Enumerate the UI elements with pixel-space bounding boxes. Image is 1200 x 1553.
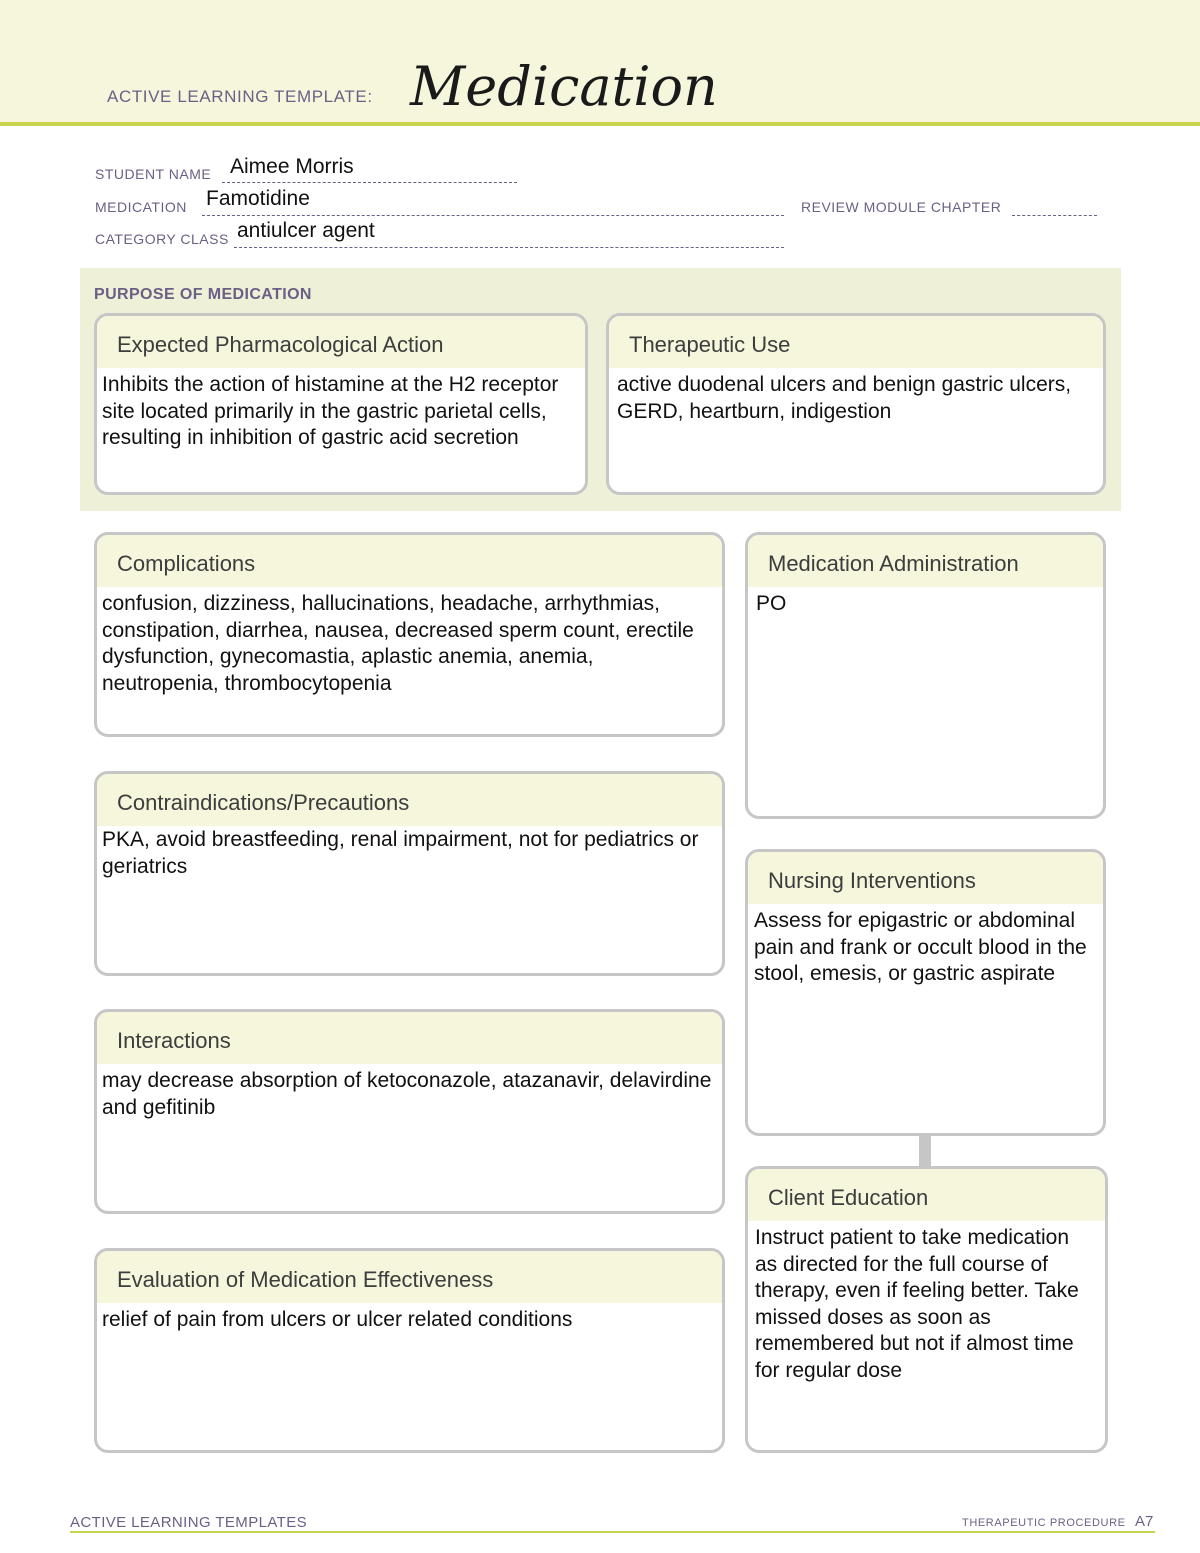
contraindications-card (94, 771, 725, 976)
review-module-line (1012, 215, 1097, 216)
category-class-label: CATEGORY CLASS (95, 231, 229, 247)
card-connector (919, 1136, 931, 1166)
therapeutic-use-text[interactable]: active duodenal ulcers and benign gastric ulcers, GERD, heartburn, indigestion (617, 373, 1072, 423)
expected-action-text[interactable]: Inhibits the action of histamine at the H2 receptor site located primarily in the gastric parietal cells, resulting in inhibition of gastric acid secretion (102, 373, 559, 449)
expected-action-card (94, 313, 588, 495)
contraindications-text[interactable]: PKA, avoid breastfeeding, renal impairment, not for pediatrics or geriatrics (102, 828, 699, 878)
administration-text[interactable]: PO (756, 592, 787, 615)
footer-right-label: THERAPEUTIC PROCEDURE (962, 1517, 1126, 1529)
category-class-line (234, 247, 784, 248)
administration-heading: Medication Administration (748, 535, 1103, 587)
footer-left-label: ACTIVE LEARNING TEMPLATES (70, 1514, 307, 1531)
medication-field[interactable]: Famotidine (206, 187, 310, 210)
complications-card (94, 532, 725, 737)
interactions-text[interactable]: may decrease absorption of ketoconazole, atazanavir, delavirdine and gefitinib (102, 1069, 712, 1119)
complications-text[interactable]: confusion, dizziness, hallucinations, headache, arrhythmias, constipation, diarrhea, nausea, decreased sperm count, erectile dysfunction, gynecomastia, aplastic anemia, anemia, neutropenia, thrombocytopenia (102, 592, 694, 695)
education-text[interactable]: Instruct patient to take medication as directed for the full course of therapy, even if feeling better. Take missed doses as soon as remembered but not if almost time for regular dose (755, 1226, 1079, 1382)
footer-rule (70, 1531, 1155, 1533)
education-heading: Client Education (748, 1169, 1105, 1221)
expected-action-heading: Expected Pharmacological Action (97, 316, 585, 368)
complications-heading: Complications (97, 535, 722, 587)
contraindications-heading: Contraindications/Precautions (97, 774, 722, 826)
therapeutic-use-card (606, 313, 1106, 495)
therapeutic-use-heading: Therapeutic Use (609, 316, 1103, 368)
purpose-title: PURPOSE OF MEDICATION (94, 286, 312, 303)
nursing-card (745, 849, 1106, 1136)
template-label: ACTIVE LEARNING TEMPLATE: (107, 87, 373, 106)
page-number: A7 (1135, 1513, 1154, 1530)
administration-card (745, 532, 1106, 819)
interactions-heading: Interactions (97, 1012, 722, 1064)
page-title: Medication (410, 55, 718, 118)
student-name-line (222, 182, 517, 183)
evaluation-text[interactable]: relief of pain from ulcers or ulcer related conditions (102, 1308, 573, 1331)
nursing-text[interactable]: Assess for epigastric or abdominal pain and frank or occult blood in the stool, emesis, or gastric aspirate (754, 909, 1087, 985)
student-name-field[interactable]: Aimee Morris (230, 155, 354, 178)
evaluation-card (94, 1248, 725, 1453)
review-module-label: REVIEW MODULE CHAPTER (801, 199, 1002, 215)
interactions-card (94, 1009, 725, 1214)
nursing-heading: Nursing Interventions (748, 852, 1103, 904)
header-rule (0, 122, 1200, 126)
medication-line (202, 215, 784, 216)
evaluation-heading: Evaluation of Medication Effectiveness (97, 1251, 722, 1303)
medication-label: MEDICATION (95, 199, 187, 215)
education-card (745, 1166, 1108, 1453)
student-name-label: STUDENT NAME (95, 166, 212, 182)
category-class-field[interactable]: antiulcer agent (237, 219, 375, 242)
